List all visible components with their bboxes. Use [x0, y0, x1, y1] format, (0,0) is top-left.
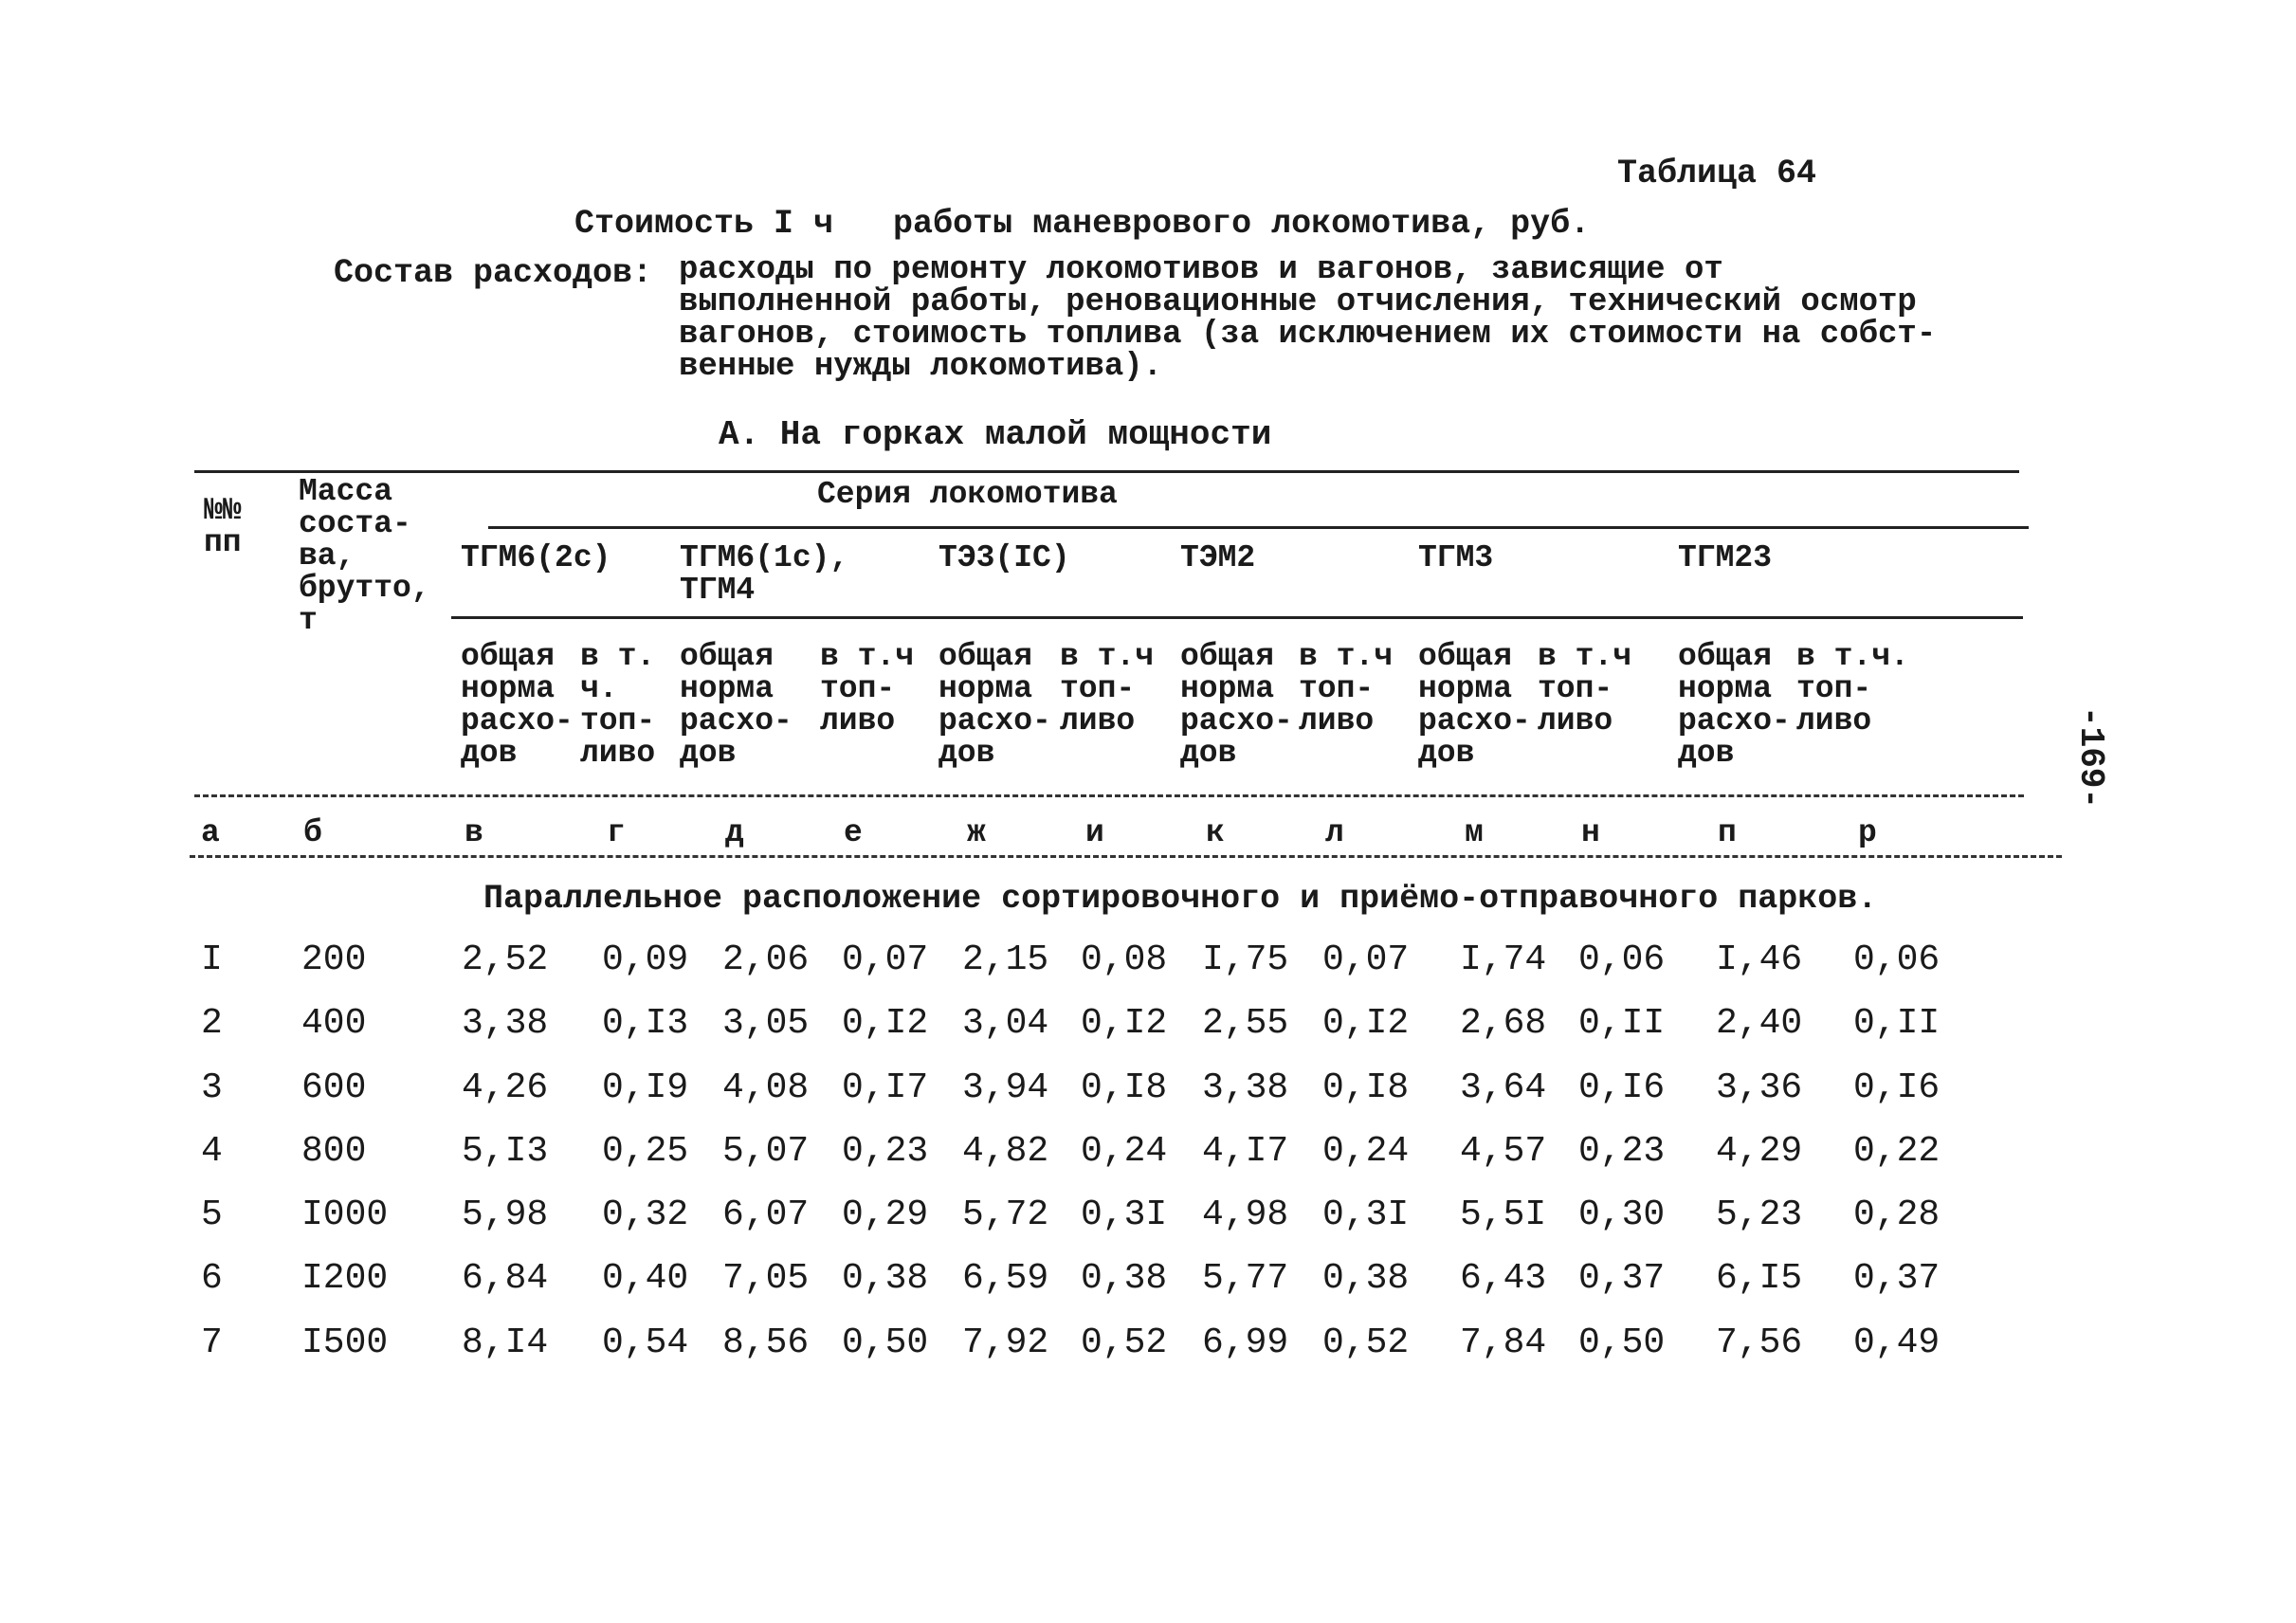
mass-cell: I200	[301, 1258, 389, 1299]
value-cell: 8,56	[722, 1322, 810, 1363]
value-cell: 0,07	[1322, 939, 1410, 980]
composition-text	[679, 254, 1936, 383]
col-letter: в	[465, 815, 483, 850]
value-cell: I,75	[1202, 939, 1289, 980]
value-cell: 0,52	[1081, 1322, 1168, 1363]
value-cell: 0,23	[842, 1131, 929, 1172]
value-cell: 0,25	[602, 1131, 689, 1172]
row-number: 7	[201, 1322, 223, 1363]
value-cell: 0,29	[842, 1194, 929, 1235]
value-cell: 4,I7	[1202, 1131, 1289, 1172]
subcol-fuel: в т.ч топ- ливо	[1299, 639, 1394, 739]
value-cell: 0,06	[1853, 939, 1941, 980]
value-cell: 2,68	[1460, 1003, 1547, 1044]
row-number: 3	[201, 1067, 223, 1108]
value-cell: 0,38	[842, 1258, 929, 1299]
value-cell: 3,36	[1716, 1067, 1803, 1108]
value-cell: I,74	[1460, 939, 1547, 980]
value-cell: 0,3I	[1081, 1194, 1168, 1235]
value-cell: 6,84	[462, 1258, 549, 1299]
composition-line: выполненной работы, реновационные отчисления, технический осмотр	[679, 284, 1917, 320]
value-cell: 0,22	[1853, 1131, 1941, 1172]
value-cell: 0,28	[1853, 1194, 1941, 1235]
value-cell: 3,64	[1460, 1067, 1547, 1108]
value-cell: 4,98	[1202, 1194, 1289, 1235]
value-cell: 0,I3	[602, 1003, 689, 1044]
value-cell: 0,3I	[1322, 1194, 1410, 1235]
col-letter: м	[1465, 815, 1484, 850]
value-cell: 0,24	[1081, 1131, 1168, 1172]
series-tgm23: ТГМ23	[1678, 540, 1773, 575]
col-letter: н	[1581, 815, 1600, 850]
value-cell: 0,32	[602, 1194, 689, 1235]
value-cell: 2,55	[1202, 1003, 1289, 1044]
value-cell: 0,I8	[1322, 1067, 1410, 1108]
col-letter: л	[1325, 815, 1344, 850]
series-tem2: ТЭМ2	[1180, 540, 1256, 575]
col-letter: а	[201, 815, 220, 850]
value-cell: 0,II	[1853, 1003, 1941, 1044]
col-letter: и	[1085, 815, 1104, 850]
subcol-fuel: в т. ч. топ- ливо	[580, 639, 656, 771]
subcol-fuel: в т.ч. топ- ливо	[1796, 639, 1909, 739]
composition-line: расходы по ремонту локомотивов и вагонов, зависящие от	[679, 252, 1723, 288]
subcol-total-norm: общая норма расхо- дов	[1180, 639, 1293, 771]
value-cell: 3,05	[722, 1003, 810, 1044]
value-cell: 3,38	[1202, 1067, 1289, 1108]
subcol-total-norm: общая норма расхо- дов	[1418, 639, 1531, 771]
value-cell: 5,07	[722, 1131, 810, 1172]
value-cell: 0,52	[1322, 1322, 1410, 1363]
col-letter: п	[1718, 815, 1737, 850]
col-letter: г	[607, 815, 626, 850]
value-cell: 0,II	[1578, 1003, 1666, 1044]
value-cell: 5,72	[962, 1194, 1049, 1235]
value-cell: 6,07	[722, 1194, 810, 1235]
page-number: -169-	[2071, 706, 2110, 810]
subsection-title: Параллельное расположение сортировочного и приёмо-отправочного парков.	[483, 880, 1878, 918]
value-cell: 6,99	[1202, 1322, 1289, 1363]
value-cell: 3,04	[962, 1003, 1049, 1044]
value-cell: 5,77	[1202, 1258, 1289, 1299]
value-cell: I,46	[1716, 939, 1803, 980]
value-cell: 7,56	[1716, 1322, 1803, 1363]
subcol-fuel: в т.ч топ- ливо	[1060, 639, 1155, 739]
composition-line: венные нужды локомотива).	[679, 349, 1163, 385]
value-cell: 5,5I	[1460, 1194, 1547, 1235]
mass-cell: 400	[301, 1003, 367, 1044]
value-cell: 7,92	[962, 1322, 1049, 1363]
subcol-fuel: в т.ч топ- ливо	[820, 639, 915, 739]
col-letter: ж	[967, 815, 986, 850]
mass-col-header: Масса соста- ва, брутто, т	[299, 474, 430, 638]
header-bottom-rule	[194, 794, 2024, 797]
table-title: Стоимость I ч работы маневрового локомотива, руб.	[574, 205, 1591, 243]
composition-label: Состав расходов:	[334, 254, 653, 292]
value-cell: 0,I6	[1578, 1067, 1666, 1108]
value-cell: 0,I7	[842, 1067, 929, 1108]
value-cell: 0,I8	[1081, 1067, 1168, 1108]
row-number: I	[201, 939, 223, 980]
composition-line: вагонов, стоимость топлива (за исключением их стоимости на собст-	[679, 317, 1937, 353]
value-cell: 0,37	[1578, 1258, 1666, 1299]
value-cell: 3,94	[962, 1067, 1049, 1108]
col-letter: е	[844, 815, 863, 850]
value-cell: 8,I4	[462, 1322, 549, 1363]
value-cell: 0,30	[1578, 1194, 1666, 1235]
value-cell: 6,I5	[1716, 1258, 1803, 1299]
table-label: Таблица 64	[1617, 155, 1817, 192]
value-cell: 0,50	[842, 1322, 929, 1363]
subcol-fuel: в т.ч топ- ливо	[1538, 639, 1632, 739]
value-cell: 4,26	[462, 1067, 549, 1108]
value-cell: 2,40	[1716, 1003, 1803, 1044]
value-cell: 0,38	[1081, 1258, 1168, 1299]
value-cell: 0,07	[842, 939, 929, 980]
series-title: Серия локомотива	[817, 477, 1118, 512]
value-cell: 2,15	[962, 939, 1049, 980]
col-letter: б	[303, 815, 322, 850]
value-cell: 5,I3	[462, 1131, 549, 1172]
mass-cell: 200	[301, 939, 367, 980]
value-cell: 0,I2	[1081, 1003, 1168, 1044]
mass-cell: I500	[301, 1322, 389, 1363]
value-cell: 0,08	[1081, 939, 1168, 980]
value-cell: 0,I2	[1322, 1003, 1410, 1044]
value-cell: 5,98	[462, 1194, 549, 1235]
value-cell: 0,49	[1853, 1322, 1941, 1363]
value-cell: 7,84	[1460, 1322, 1547, 1363]
row-number: 2	[201, 1003, 223, 1044]
value-cell: 5,23	[1716, 1194, 1803, 1235]
col-letter: д	[725, 815, 744, 850]
mass-cell: I000	[301, 1194, 389, 1235]
value-cell: 0,24	[1322, 1131, 1410, 1172]
value-cell: 6,59	[962, 1258, 1049, 1299]
value-cell: 0,23	[1578, 1131, 1666, 1172]
col-letter: к	[1206, 815, 1225, 850]
value-cell: 0,I9	[602, 1067, 689, 1108]
value-cell: 0,50	[1578, 1322, 1666, 1363]
mass-cell: 800	[301, 1131, 367, 1172]
row-number: 6	[201, 1258, 223, 1299]
value-cell: 2,52	[462, 939, 549, 980]
subheader-rule	[451, 616, 2023, 619]
value-cell: 3,38	[462, 1003, 549, 1044]
value-cell: 2,06	[722, 939, 810, 980]
value-cell: 0,40	[602, 1258, 689, 1299]
value-cell: 0,I2	[842, 1003, 929, 1044]
col-letter: р	[1858, 815, 1877, 850]
letters-bottom-rule	[190, 855, 2062, 858]
series-te3: ТЭ3(IC)	[938, 540, 1070, 575]
value-cell: 0,09	[602, 939, 689, 980]
value-cell: 0,37	[1853, 1258, 1941, 1299]
subcol-total-norm: общая норма расхо- дов	[680, 639, 793, 771]
subcol-total-norm: общая норма расхо- дов	[1678, 639, 1791, 771]
value-cell: 6,43	[1460, 1258, 1547, 1299]
series-tgm3: ТГМ3	[1418, 540, 1494, 575]
section-title: А. На горках малой мощности	[719, 415, 1272, 454]
value-cell: 4,29	[1716, 1131, 1803, 1172]
series-rule	[488, 526, 2029, 529]
series-tgm6-1c-tgm4: ТГМ6(1с), ТГМ4	[680, 540, 849, 608]
value-cell: 0,I6	[1853, 1067, 1941, 1108]
table-top-rule	[194, 470, 2019, 473]
row-number: 5	[201, 1194, 223, 1235]
subcol-total-norm: общая норма расхо- дов	[461, 639, 574, 771]
row-number: 4	[201, 1131, 223, 1172]
num-col-header: №№ пп	[204, 493, 242, 560]
value-cell: 4,08	[722, 1067, 810, 1108]
series-tgm6-2c: ТГМ6(2с)	[461, 540, 611, 575]
value-cell: 0,38	[1322, 1258, 1410, 1299]
subcol-total-norm: общая норма расхо- дов	[938, 639, 1051, 771]
value-cell: 0,06	[1578, 939, 1666, 980]
value-cell: 7,05	[722, 1258, 810, 1299]
value-cell: 4,57	[1460, 1131, 1547, 1172]
value-cell: 4,82	[962, 1131, 1049, 1172]
value-cell: 0,54	[602, 1322, 689, 1363]
mass-cell: 600	[301, 1067, 367, 1108]
